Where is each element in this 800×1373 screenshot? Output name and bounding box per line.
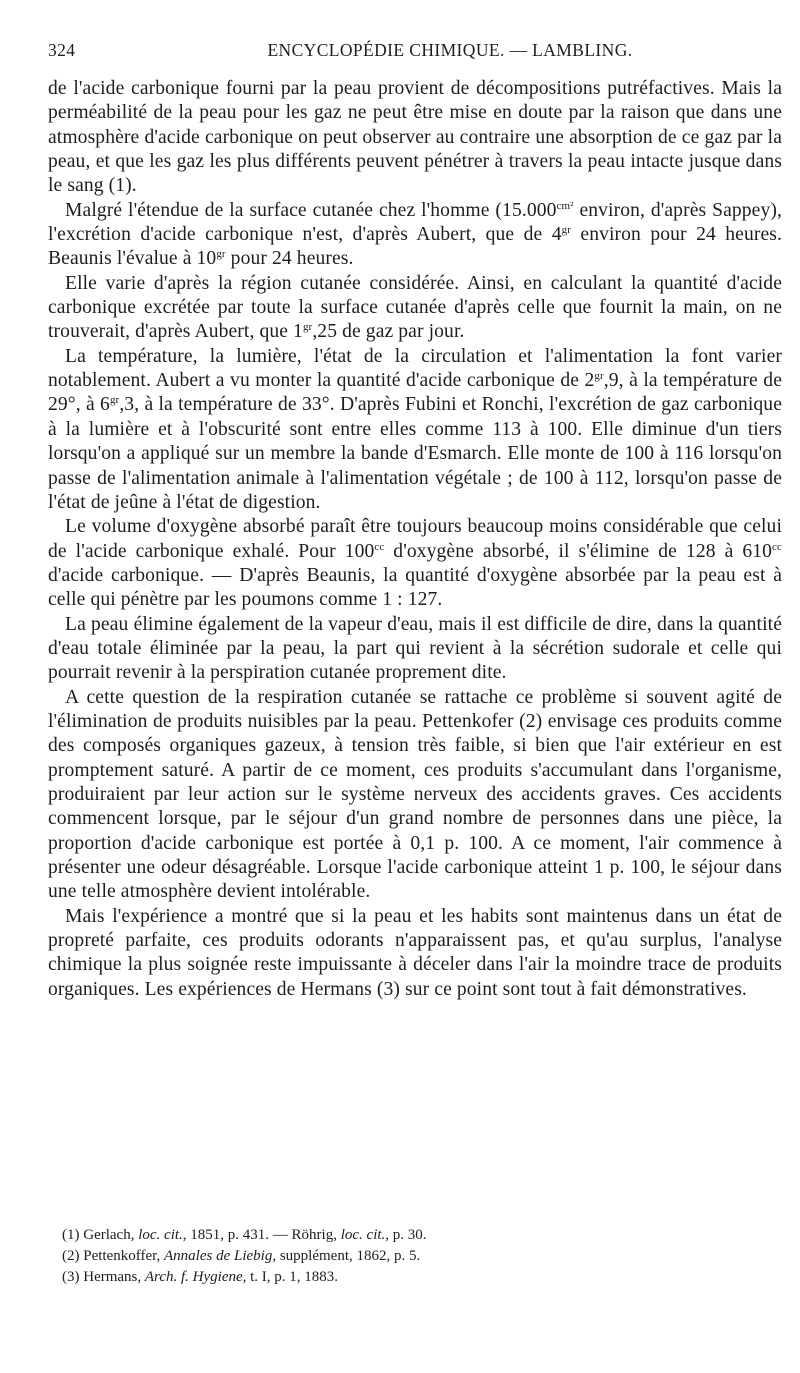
paragraph-6: La peau élimine également de la vapeur d'eau, mais il est difficile de dire, dans la quantité d'eau totale éliminée par la peau, la part qui revient à la sécrétion sudorale et celle qui pourrait revenir à la perspiration cutanée proprement dite. (48, 613, 782, 684)
running-title: ENCYCLOPÉDIE CHIMIQUE. — LAMBLING. (267, 40, 633, 60)
footnotes (62, 1225, 782, 1288)
paragraph-2: Malgré l'étendue de la surface cutanée chez l'homme ($15.000^{cm^2}$ environ, d'après Sappey), l'excrétion d'acide carbonique n'est, d'après Aubert, que de $4^{gr}$ environ pour 24 heures. Beaunis l'évalue à $10^{gr}$ pour 24 heures. (48, 199, 782, 270)
paragraph-7: A cette question de la respiration cutanée se rattache ce problème si souvent agité de l'élimination de produits nuisibles par la peau. Pettenkofer (2) envisage ces produits comme des composés organiques gazeux, à tension très faible, si bien que l'air extérieur en est promptement saturé. A partir de ce moment, ces produits s'accumulant dans l'organisme, produiraient par leur action sur le système nerveux des accidents graves. Ces accidents commencent lorsque, par le séjour d'un grand nombre de personnes dans une pièce, la proportion d'acide carbonique est portée à 0,1 p. 100. A ce moment, l'air commence à présenter une odeur désagréable. Lorsque l'acide carbonique atteint 1 p. 100, le séjour dans une telle atmosphère devient intolérable. (48, 686, 782, 903)
paragraph-1: de l'acide carbonique fourni par la peau provient de décompositions putréfactives. Mais la perméabilité de la peau pour les gaz ne peut être mise en doute par la raison que dans une atmosphère d'acide carbonique on peut observer au contraire une absorption de ce gaz par la peau, et que les gaz les plus différents peuvent pénétrer à travers la peau intacte jusque dans le sang (1). (48, 78, 782, 197)
paragraph-4: La température, la lumière, l'état de la circulation et l'alimentation la font varier notablement. Aubert a vu monter la quantité d'acide carbonique de $2^{gr},9$, à la température de 29°, à $6^{gr},3$, à la température de 33°. D'après Fubini et Ronchi, l'excrétion de gaz carbonique à la lumière et à l'obscurité sont entre elles comme 113 à 100. Elle diminue d'un tiers lorsqu'on a appliqué sur un membre la bande d'Esmarch. Elle monte de 100 à 116 lorsqu'on passe de l'alimentation animale à l'alimentation végétale ; de 100 à 112, lorsqu'on passe de l'état de jeûne à l'état de digestion. (48, 345, 782, 513)
footnote-1: (1) Gerlach, loc. cit., 1851, p. 431. — Röhrig, loc. cit., p. 30. (62, 1227, 427, 1243)
body-text (48, 77, 782, 1002)
paragraph-3: Elle varie d'après la région cutanée considérée. Ainsi, en calculant la quantité d'acide carbonique excrétée par toute la surface cutanée d'après celle que fournit la main, on ne trouverait, d'après Aubert, que $1^{gr},25$ de gaz par jour. (48, 272, 782, 343)
paragraph-8: Mais l'expérience a montré que si la peau et les habits sont maintenus dans un état de propreté parfaite, ces produits odorants n'apparaissent pas, et qu'au surplus, l'analyse chimique la plus soignée reste impuissante à déceler dans l'air la moindre trace de produits organiques. Les expériences de Hermans (3) sur ce point sont tout à fait démonstratives. (48, 905, 782, 1000)
page-header (48, 40, 792, 70)
footnote-3: (3) Hermans, Arch. f. Hygiene, t. I, p. 1, 1883. (62, 1269, 339, 1285)
footnote-2: (2) Pettenkoffer, Annales de Liebig, supplément, 1862, p. 5. (62, 1248, 421, 1264)
page-number: 324 (48, 40, 76, 60)
paragraph-5: Le volume d'oxygène absorbé paraît être toujours beaucoup moins considérable que celui de l'acide carbonique exhalé. Pour $100^{cc}$ d'oxygène absorbé, il s'élimine de 128 à $610^{cc}$ d'acide carbonique. — D'après Beaunis, la quantité d'oxygène absorbée par la peau est à celle qui pénètre par les poumons comme 1 : 127. (48, 516, 782, 611)
